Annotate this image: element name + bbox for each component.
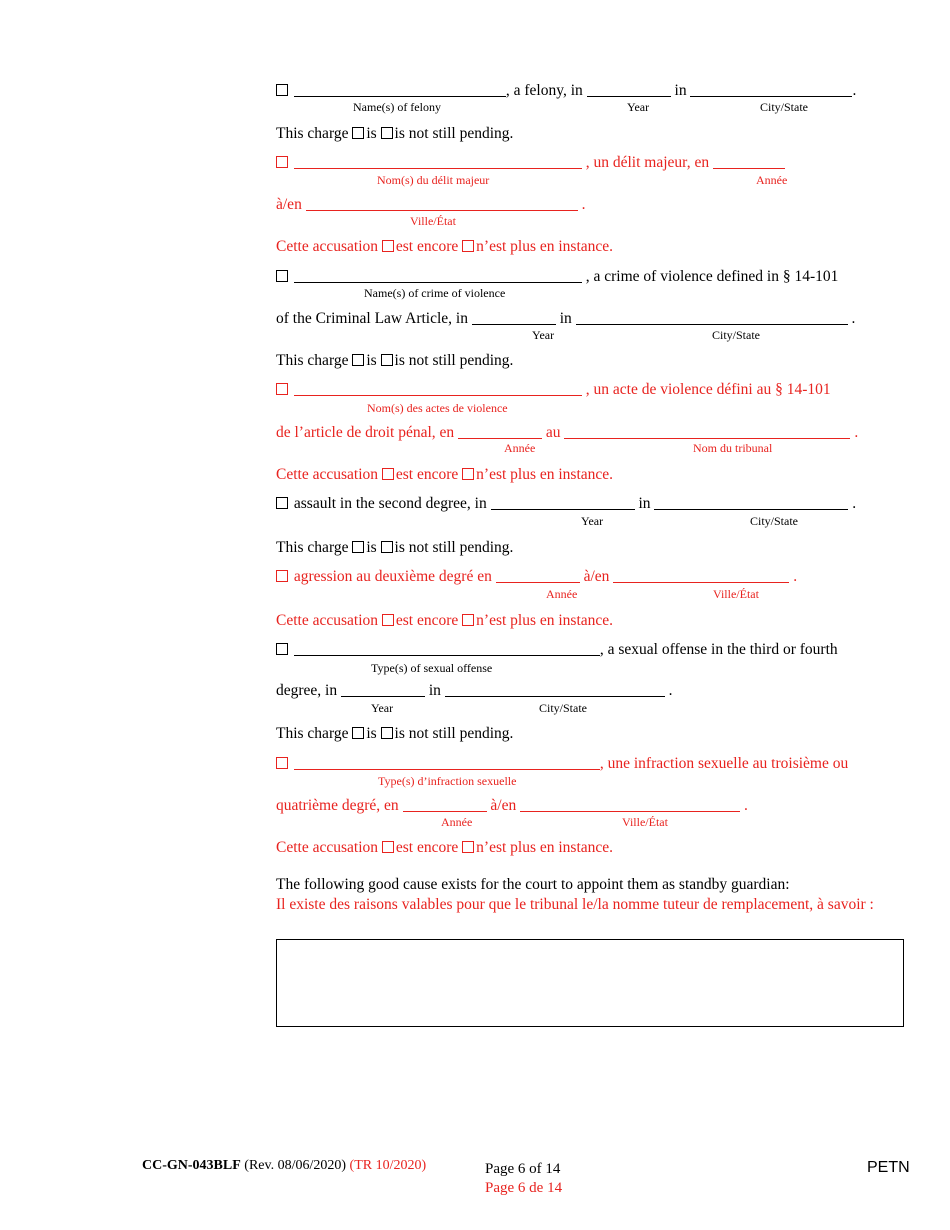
caption: City/State xyxy=(750,514,798,528)
violence-name-field[interactable] xyxy=(294,268,582,283)
pending-checkbox[interactable] xyxy=(382,468,394,480)
not-pending-checkbox[interactable] xyxy=(462,240,474,252)
assault-city-field[interactable] xyxy=(654,495,848,510)
not-pending-checkbox[interactable] xyxy=(381,354,393,366)
felony-fr-pending: Cette accusation est encore n’est plus en instance. xyxy=(276,238,614,255)
violence-fr-name-field[interactable] xyxy=(294,381,582,396)
caption: Ville/État xyxy=(622,815,668,829)
pending-checkbox[interactable] xyxy=(382,240,394,252)
assault-fr-year-field[interactable] xyxy=(496,568,580,583)
violence-fr-line2: de l’article de droit pénal, en au . xyxy=(276,424,859,441)
caption: Ville/État xyxy=(713,587,759,601)
caption: Année xyxy=(756,173,788,187)
not-pending-checkbox[interactable] xyxy=(381,727,393,739)
caption: Année xyxy=(504,441,536,455)
felony-fr-year-field[interactable] xyxy=(713,154,785,169)
sexual-en-line2: degree, in in . xyxy=(276,682,673,699)
violence-fr-line: , un acte de violence défini au § 14-101 xyxy=(276,381,831,399)
violence-en-line: , a crime of violence defined in § 14-101 xyxy=(276,268,838,286)
caption: Nom du tribunal xyxy=(693,441,773,455)
violence-fr-pending: Cette accusation est encore n’est plus en instance. xyxy=(276,466,614,483)
pending-checkbox[interactable] xyxy=(352,354,364,366)
felony-fr-checkbox[interactable] xyxy=(276,156,288,168)
good-cause-fr: Il existe des raisons valables pour que le tribunal le/la nomme tuteur de remplacement, à savoir : xyxy=(276,896,874,913)
assault-fr-pending: Cette accusation est encore n’est plus en instance. xyxy=(276,612,614,629)
caption: Year xyxy=(627,100,650,114)
page-number-fr: Page 6 de 14 xyxy=(485,1180,563,1196)
caption: Année xyxy=(441,815,473,829)
caption: Name(s) of felony xyxy=(353,100,441,114)
sexual-type-field[interactable] xyxy=(294,641,600,656)
sexual-city-field[interactable] xyxy=(445,682,665,697)
caption: Name(s) of crime of violence xyxy=(364,286,506,300)
assault-en-pending: This charge is is not still pending. xyxy=(276,539,514,556)
sexual-fr-line: , une infraction sexuelle au troisième ou xyxy=(276,755,848,773)
caption: City/State xyxy=(760,100,808,114)
felony-fr-line2: à/en . xyxy=(276,196,586,213)
sexual-fr-city-field[interactable] xyxy=(520,797,740,812)
caption: Year xyxy=(532,328,555,342)
felony-fr-line: , un délit majeur, en xyxy=(276,154,785,172)
caption: City/State xyxy=(539,701,587,715)
caption: Type(s) d’infraction sexuelle xyxy=(378,774,517,788)
sexual-year-field[interactable] xyxy=(341,682,425,697)
not-pending-checkbox[interactable] xyxy=(462,614,474,626)
caption: Type(s) of sexual offense xyxy=(371,661,493,675)
sexual-fr-pending: Cette accusation est encore n’est plus en instance. xyxy=(276,839,614,856)
footer-form-code: CC-GN-043BLF (Rev. 08/06/2020) (TR 10/2020) xyxy=(142,1158,427,1173)
not-pending-checkbox[interactable] xyxy=(462,468,474,480)
pending-checkbox[interactable] xyxy=(352,541,364,553)
not-pending-checkbox[interactable] xyxy=(381,541,393,553)
assault-en-line: assault in the second degree, in in . xyxy=(276,495,856,513)
sexual-en-pending: This charge is is not still pending. xyxy=(276,725,514,742)
violence-en-pending: This charge is is not still pending. xyxy=(276,352,514,369)
pending-checkbox[interactable] xyxy=(352,127,364,139)
pending-checkbox[interactable] xyxy=(382,841,394,853)
good-cause-textbox[interactable] xyxy=(276,939,904,1027)
page-number-en: Page 6 of 14 xyxy=(485,1161,561,1177)
caption: Nom(s) des actes de violence xyxy=(367,401,508,415)
violence-fr-court-field[interactable] xyxy=(564,424,850,439)
sexual-fr-type-field[interactable] xyxy=(294,755,600,770)
assault-fr-checkbox[interactable] xyxy=(276,570,288,582)
pending-checkbox[interactable] xyxy=(382,614,394,626)
felony-en-checkbox[interactable] xyxy=(276,84,288,96)
sexual-fr-year-field[interactable] xyxy=(403,797,487,812)
caption: Ville/État xyxy=(410,214,456,228)
violence-city-field[interactable] xyxy=(576,310,848,325)
pending-checkbox[interactable] xyxy=(352,727,364,739)
assault-fr-line: agression au deuxième degré en à/en . xyxy=(276,568,797,586)
assault-year-field[interactable] xyxy=(491,495,635,510)
sexual-en-line: , a sexual offense in the third or fourth xyxy=(276,641,838,659)
felony-fr-name-field[interactable] xyxy=(294,154,582,169)
sexual-fr-line2: quatrième degré, en à/en . xyxy=(276,797,748,814)
not-pending-checkbox[interactable] xyxy=(381,127,393,139)
felony-fr-city-field[interactable] xyxy=(306,196,578,211)
felony-name-field[interactable] xyxy=(294,82,506,97)
petn-label: PETN xyxy=(867,1159,910,1176)
caption: Year xyxy=(371,701,394,715)
felony-en-pending: This charge is is not still pending. xyxy=(276,125,514,142)
sexual-en-checkbox[interactable] xyxy=(276,643,288,655)
assault-en-checkbox[interactable] xyxy=(276,497,288,509)
violence-en-line2: of the Criminal Law Article, in in . xyxy=(276,310,856,327)
violence-en-checkbox[interactable] xyxy=(276,270,288,282)
violence-fr-year-field[interactable] xyxy=(458,424,542,439)
violence-year-field[interactable] xyxy=(472,310,556,325)
felony-en-line: , a felony, in in . xyxy=(276,82,856,100)
caption: Year xyxy=(581,514,604,528)
caption: City/State xyxy=(712,328,760,342)
not-pending-checkbox[interactable] xyxy=(462,841,474,853)
violence-fr-checkbox[interactable] xyxy=(276,383,288,395)
sexual-fr-checkbox[interactable] xyxy=(276,757,288,769)
caption: Nom(s) du délit majeur xyxy=(377,173,490,187)
felony-city-field[interactable] xyxy=(690,82,852,97)
caption: Année xyxy=(546,587,578,601)
good-cause-en: The following good cause exists for the court to appoint them as standby guardian: xyxy=(276,876,790,893)
assault-fr-city-field[interactable] xyxy=(613,568,789,583)
felony-year-field[interactable] xyxy=(587,82,671,97)
